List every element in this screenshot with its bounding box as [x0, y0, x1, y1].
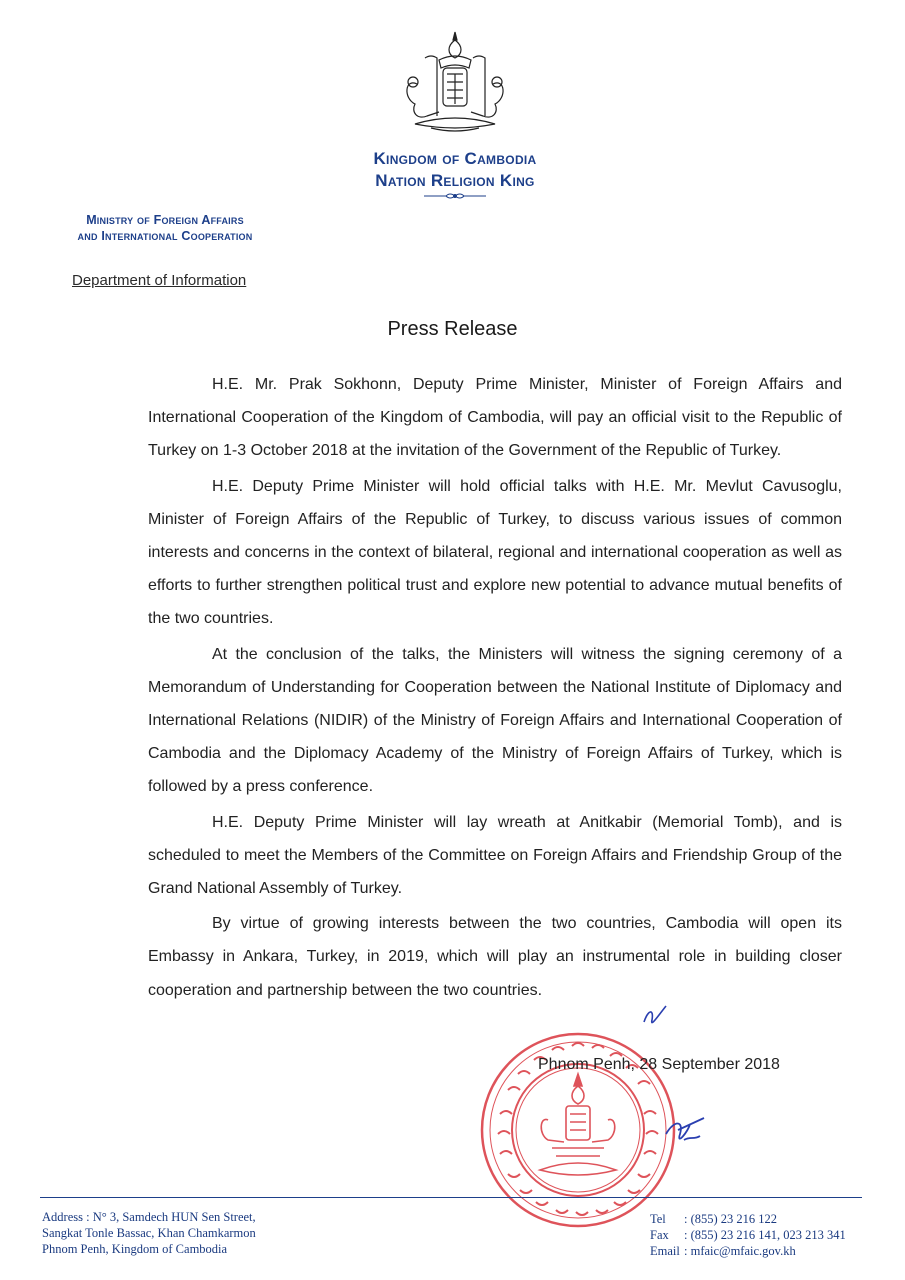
address-line-3: Phnom Penh, Kingdom of Cambodia: [42, 1242, 228, 1256]
tel-row: [650, 1211, 900, 1227]
fax-label: Fax: [650, 1228, 669, 1242]
document-title: Press Release: [387, 318, 518, 340]
kingdom-heading: [290, 148, 620, 192]
ministry-line-1: Ministry of Foreign Affairs: [86, 213, 244, 227]
national-motto: Nation Religion King: [375, 171, 535, 190]
fax-row: [650, 1227, 900, 1243]
email-value: : mfaic@mfaic.gov.kh: [684, 1244, 796, 1258]
address-line-2: Sangkat Tonle Bassac, Khan Chamkarmon: [42, 1226, 256, 1240]
press-release-body: [148, 368, 842, 1009]
department-label: Department of Information: [72, 272, 247, 289]
footer-contact: [650, 1211, 900, 1259]
email-label: Email: [650, 1244, 680, 1258]
tel-label: Tel: [650, 1212, 666, 1226]
address-line-1: Address : N° 3, Samdech HUN Sen Street,: [42, 1210, 256, 1224]
email-row: [650, 1243, 900, 1259]
paragraph-3: At the conclusion of the talks, the Ministers will witness the signing ceremony of a Memorandum of Understanding for Cooperation between the National Institute of Diplomacy and International Relations (NIDIR) of the Ministry of Foreign Affairs and International Cooperation of Cambodia and the Diplomacy Academy of the Ministry of Foreign Affairs of Turkey, which is followed by a press conference.: [148, 645, 842, 796]
initial-signature-icon: [640, 1002, 670, 1030]
footer-divider: [40, 1197, 862, 1198]
paragraph-5: By virtue of growing interests between the two countries, Cambodia will open its Embassy in Ankara, Turkey, in 2019, which will play an instrumental role in building closer cooperation and partnership between the two countries.: [148, 915, 842, 999]
kingdom-name: Kingdom of Cambodia: [373, 149, 537, 168]
fax-value: : (855) 23 216 141, 023 213 341: [684, 1228, 846, 1242]
paragraph-4: H.E. Deputy Prime Minister will lay wreath at Anitkabir (Memorial Tomb), and is scheduled to meet the Members of the Committee on Foreign Affairs and Friendship Group of the Grand National Assembly of Turkey.: [148, 813, 842, 898]
paragraph-1: H.E. Mr. Prak Sokhonn, Deputy Prime Minister, Minister of Foreign Affairs and International Cooperation of the Kingdom of Cambodia, will pay an official visit to the Republic of Turkey on 1-3 October 2018 at the invitation of the Government of the Republic of Turkey.: [148, 376, 842, 460]
ministry-line-2: and International Cooperation: [77, 229, 253, 243]
signature-icon: [660, 1110, 710, 1150]
paragraph-2: H.E. Deputy Prime Minister will hold official talks with H.E. Mr. Mevlut Cavusoglu, Minister of Foreign Affairs of the Republic of Turkey, to discuss various issues of common interests and concerns in the context of bilateral, regional and international cooperation as well as efforts to further strengthen political trust and explore new potential to advance mutual benefits of the two countries.: [148, 477, 842, 628]
place-and-date: Phnom Penh, 28 September 2018: [538, 1056, 780, 1073]
footer-address: [42, 1209, 342, 1257]
ministry-heading: [30, 212, 300, 244]
divider-ornament: [422, 191, 488, 201]
royal-coat-of-arms-icon: [395, 28, 515, 138]
tel-value: : (855) 23 216 122: [684, 1212, 778, 1226]
